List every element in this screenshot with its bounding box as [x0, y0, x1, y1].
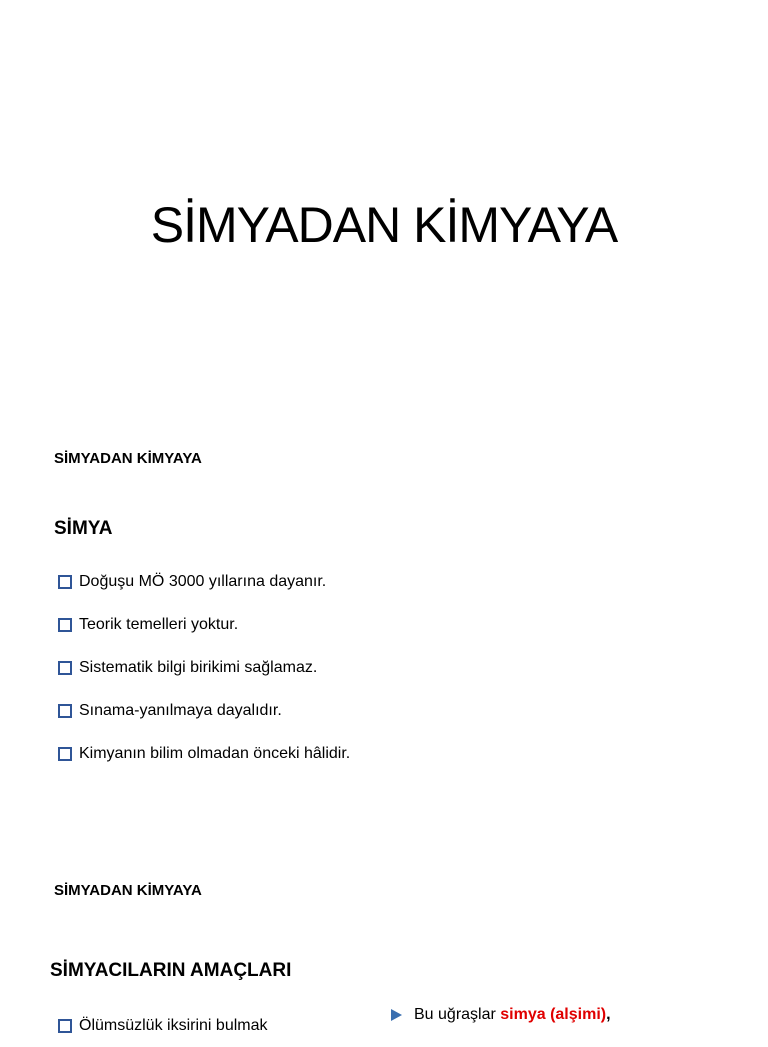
- slide-simya: [0, 410, 768, 830]
- list-item: [58, 603, 350, 646]
- checkbox-square-icon: [58, 747, 72, 761]
- bullet-text: Teorik temelleri yoktur.: [79, 615, 239, 633]
- bullet-text: Ölümsüzlük iksirini bulmak: [79, 1016, 268, 1034]
- checkbox-square-icon: [58, 704, 72, 718]
- bullet-text: Kimyanın bilim olmadan önceki hâlidir.: [79, 744, 351, 762]
- presentation-title: SİMYADAN KİMYAYA: [150, 197, 618, 253]
- slide-header: SİMYADAN KİMYAYA: [54, 882, 202, 899]
- arrow-right-icon: [391, 1009, 402, 1021]
- arrow-text: [414, 1006, 611, 1024]
- slide-header: SİMYADAN KİMYAYA: [54, 450, 202, 467]
- list-item: [58, 1004, 268, 1047]
- bullet-text: Doğuşu MÖ 3000 yıllarına dayanır.: [79, 572, 327, 590]
- list-item: [58, 732, 350, 775]
- slide-simyacilarin-amaclari: [0, 830, 768, 1034]
- list-item: [58, 560, 350, 603]
- arrow-text-suffix: ,: [606, 1006, 611, 1023]
- checkbox-square-icon: [58, 618, 72, 632]
- bullet-list: [58, 560, 350, 775]
- checkbox-square-icon: [58, 1019, 72, 1033]
- arrow-bullet: [391, 1006, 611, 1024]
- bullet-text: Sistematik bilgi birikimi sağlamaz.: [79, 658, 318, 676]
- bullet-list: [58, 1004, 268, 1047]
- list-item: [58, 689, 350, 732]
- section-title: SİMYACILARIN AMAÇLARI: [50, 960, 292, 981]
- section-title: SİMYA: [54, 518, 113, 539]
- slide-title: [0, 0, 768, 410]
- arrow-text-prefix: Bu uğraşlar: [414, 1006, 501, 1023]
- list-item: [58, 646, 350, 689]
- bullet-text: Sınama-yanılmaya dayalıdır.: [79, 701, 282, 719]
- checkbox-square-icon: [58, 575, 72, 589]
- arrow-text-highlight: simya (alşimi): [500, 1006, 607, 1023]
- checkbox-square-icon: [58, 661, 72, 675]
